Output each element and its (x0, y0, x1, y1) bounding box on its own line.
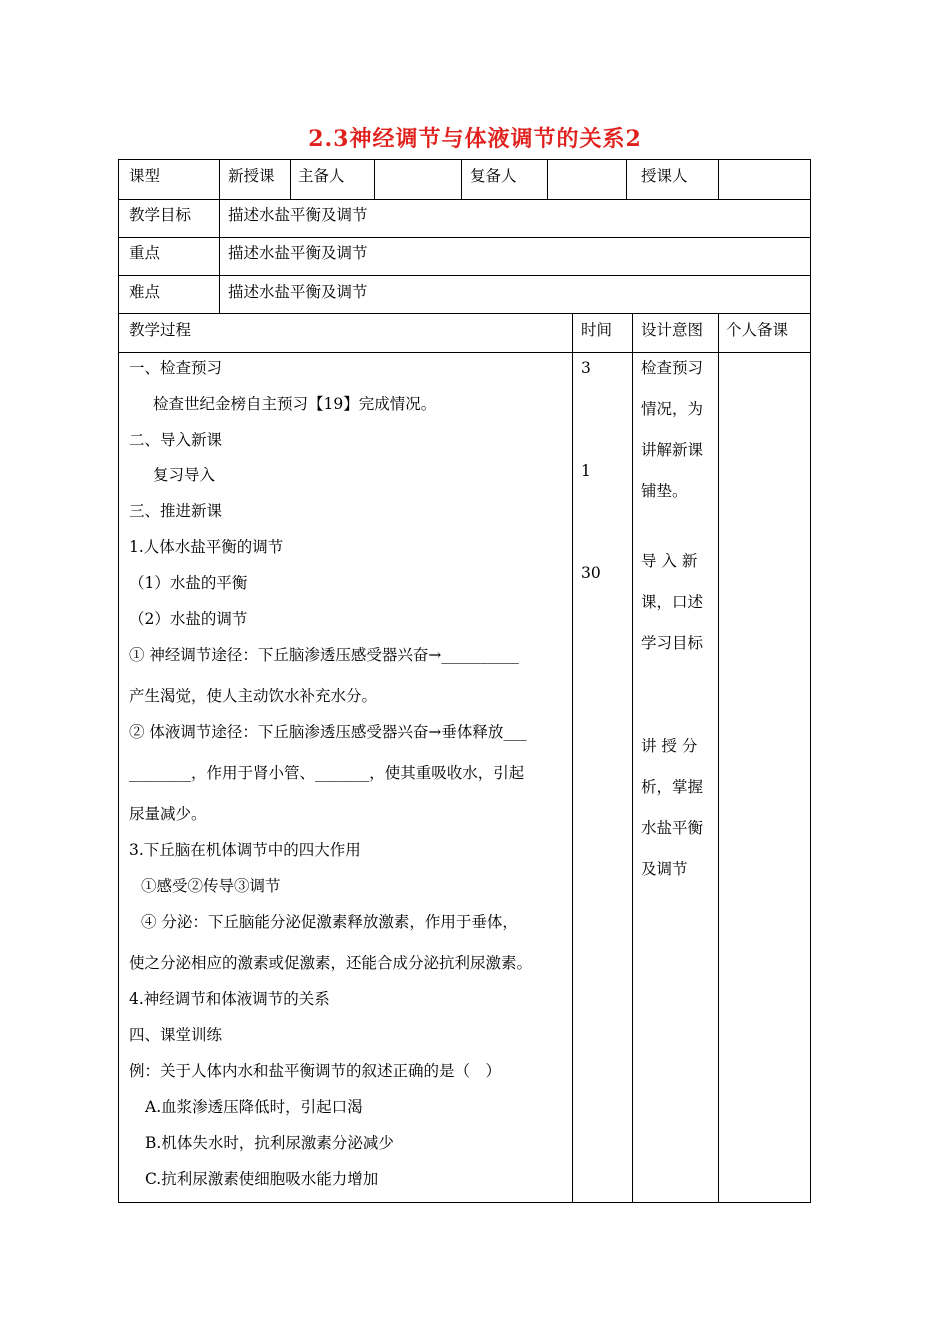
time-value: 3 (581, 359, 591, 377)
process-line: ①感受②传导③调节 (141, 877, 281, 895)
difficulty-value: 描述水盐平衡及调节 (228, 283, 368, 301)
process-line: 一、检查预习 (129, 359, 223, 377)
document-title: 2.3神经调节与体液调节的关系2 (308, 126, 642, 152)
process-header: 教学过程 (129, 321, 192, 339)
teacher-label: 授课人 (641, 167, 688, 185)
design-header: 设计意图 (641, 321, 704, 339)
process-line: ② 体液调节途径：下丘脑渗透压感受器兴奋→垂体释放___ (129, 723, 527, 741)
design-line: 课，口述 (641, 593, 704, 611)
design-line: 检查预习 (641, 359, 704, 377)
process-line: 产生渴觉，使人主动饮水补充水分。 (129, 687, 378, 705)
design-line: 及调节 (641, 860, 688, 878)
process-line: 3.下丘脑在机体调节中的四大作用 (129, 841, 361, 859)
process-line: B.机体失水时，抗利尿激素分泌减少 (145, 1134, 394, 1152)
process-line: 尿量减少。 (129, 805, 207, 823)
process-line: 1.人体水盐平衡的调节 (129, 538, 284, 556)
difficulty-label: 难点 (129, 283, 161, 301)
process-line: 复习导入 (153, 466, 216, 484)
course-type-label: 课型 (129, 167, 161, 185)
time-value: 30 (581, 564, 601, 582)
goal-value: 描述水盐平衡及调节 (228, 206, 368, 224)
key-point-value: 描述水盐平衡及调节 (228, 244, 368, 262)
process-line: 4.神经调节和体液调节的关系 (129, 990, 330, 1008)
process-line: 三、推进新课 (129, 502, 223, 520)
process-line: （1）水盐的平衡 (129, 574, 248, 592)
notes-header: 个人备课 (726, 321, 789, 339)
process-line: 二、导入新课 (129, 431, 223, 449)
process-line: ________，作用于肾小管、_______，使其重吸收水，引起 (129, 764, 525, 782)
goal-label: 教学目标 (129, 206, 192, 224)
design-line: 讲 授 分 (641, 737, 698, 755)
process-line: （2）水盐的调节 (129, 610, 248, 628)
time-header: 时间 (581, 321, 613, 339)
process-line: ④ 分泌：下丘脑能分泌促激素释放激素，作用于垂体， (141, 913, 518, 931)
lead-preparer-label: 主备人 (298, 167, 345, 185)
process-line: 使之分泌相应的激素或促激素，还能合成分泌抗利尿激素。 (129, 954, 533, 972)
process-line: A.血浆渗透压降低时，引起口渴 (145, 1098, 363, 1116)
process-line: C.抗利尿激素使细胞吸水能力增加 (145, 1170, 379, 1188)
co-preparer-label: 复备人 (470, 167, 517, 185)
design-line: 导 入 新 (641, 552, 698, 570)
process-line: ① 神经调节途径：下丘脑渗透压感受器兴奋→__________ (129, 646, 519, 664)
design-line: 情况，为 (641, 400, 704, 418)
process-line: 例：关于人体内水和盐平衡调节的叙述正确的是（ ） (129, 1062, 502, 1080)
time-value: 1 (581, 462, 591, 480)
design-line: 铺垫。 (641, 482, 688, 500)
course-type-value: 新授课 (228, 167, 275, 185)
design-line: 讲解新课 (641, 441, 704, 459)
key-point-label: 重点 (129, 244, 161, 262)
process-line: 检查世纪金榜自主预习【19】完成情况。 (153, 395, 437, 413)
design-line: 学习目标 (641, 634, 704, 652)
process-line: 四、课堂训练 (129, 1026, 223, 1044)
design-line: 水盐平衡 (641, 819, 704, 837)
design-line: 析，掌握 (641, 778, 704, 796)
